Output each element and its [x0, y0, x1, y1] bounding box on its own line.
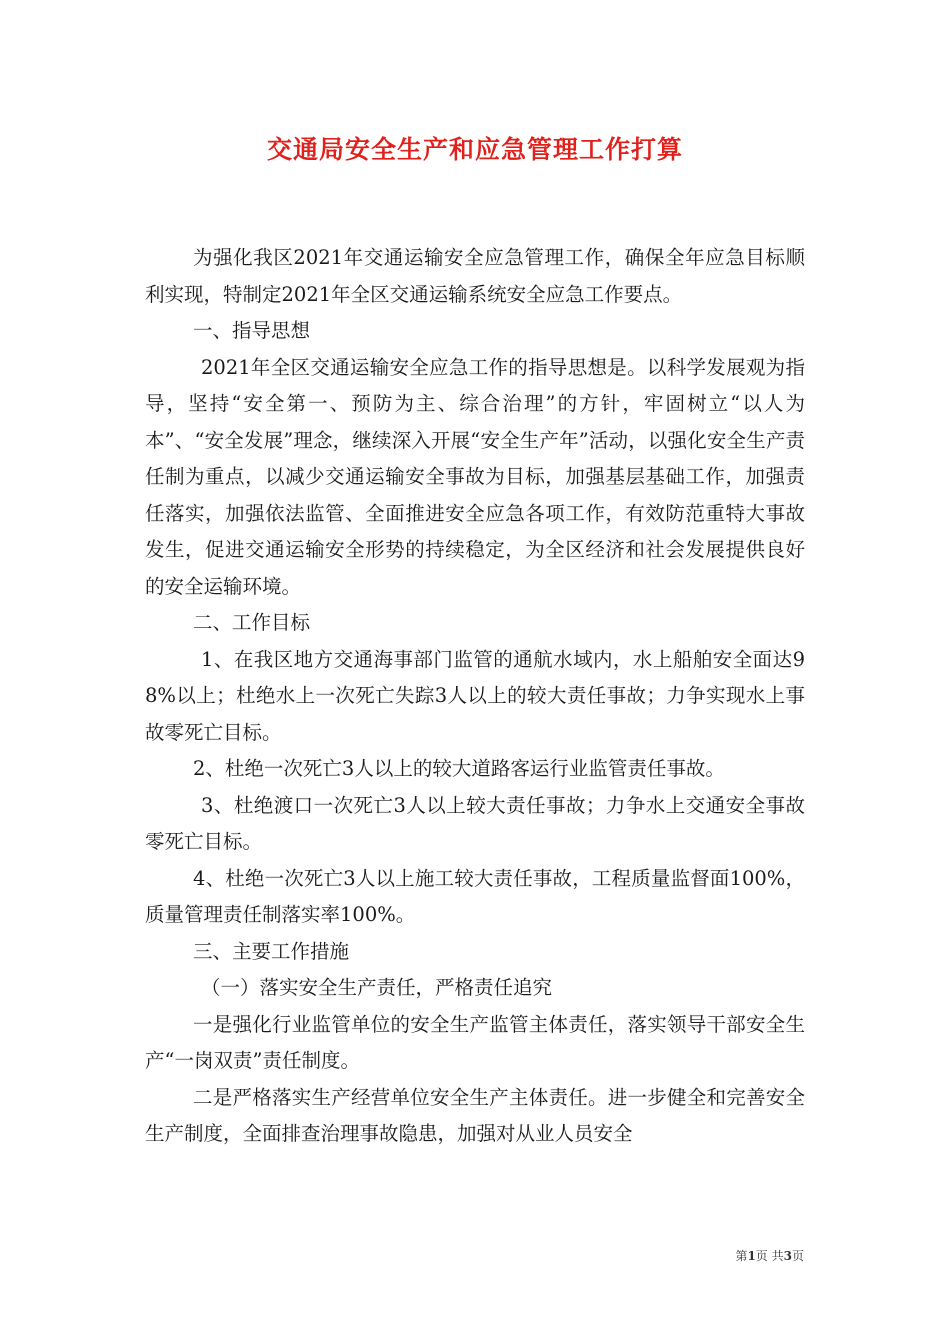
goal-item-2: 2、杜绝一次死亡3人以上的较大道路客运行业监管责任事故。: [193, 757, 725, 780]
document-body: [145, 240, 805, 1153]
footer-total-pages: 3: [783, 1249, 792, 1263]
goal-item-3: 3、杜绝渡口一次死亡3人以上较大责任事故；力争水上交通安全事故零死亡目标。: [145, 793, 805, 853]
subsection-heading-responsibility: （一）落实安全生产责任，严格责任追究: [201, 976, 553, 999]
goal-item-4: 4、杜绝一次死亡3人以上施工较大责任事故，工程质量监督面100%，质量管理责任制落实率100%。: [145, 866, 805, 926]
footer-current-page: 1: [747, 1249, 756, 1263]
section-heading-guiding-ideology: 一、指导思想: [193, 319, 311, 342]
page-number-footer: [735, 1247, 804, 1264]
section-heading-work-goals: 二、工作目标: [193, 611, 311, 634]
intro-paragraph: 为强化我区2021年交通运输安全应急管理工作，确保全年应急目标顺利实现，特制定2021年全区交通运输系统安全应急工作要点。: [145, 246, 805, 306]
document-title: 交通局安全生产和应急管理工作打算: [266, 135, 683, 164]
guiding-ideology-paragraph: 2021年全区交通运输安全应急工作的指导思想是。以科学发展观为指导，坚持“安全第一、预防为主、综合治理”的方针，牢固树立“以人为本”、“安全发展”理念，继续深入开展“安全生产年”活动，以强化安全生产责任制为重点，以减少交通运输安全事故为目标，加强基层基础工作，加强责任落实，加强依法监管、全面推进安全应急各项工作，有效防范重特大事故发生，促进交通运输安全形势的持续稳定，为全区经济和社会发展提供良好的安全运输环境。: [145, 355, 805, 598]
section-heading-main-measures: 三、主要工作措施: [193, 939, 350, 963]
measure-paragraph-2: 二是严格落实生产经营单位安全生产主体责任。进一步健全和完善安全生产制度，全面排查治理事故隐患，加强对从业人员安全: [145, 1085, 805, 1145]
goal-item-1: 1、在我区地方交通海事部门监管的通航水域内，水上船舶安全面达98%以上；杜绝水上一次死亡失踪3人以上的较大责任事故；力争实现水上事故零死亡目标。: [145, 647, 805, 744]
footer-prefix: 第: [735, 1249, 748, 1263]
footer-suffix: 页: [791, 1249, 804, 1263]
measure-paragraph-1: 一是强化行业监管单位的安全生产监管主体责任，落实领导干部安全生产“一岗双责”责任制度。: [145, 1012, 805, 1072]
footer-middle: 页 共: [755, 1249, 784, 1263]
